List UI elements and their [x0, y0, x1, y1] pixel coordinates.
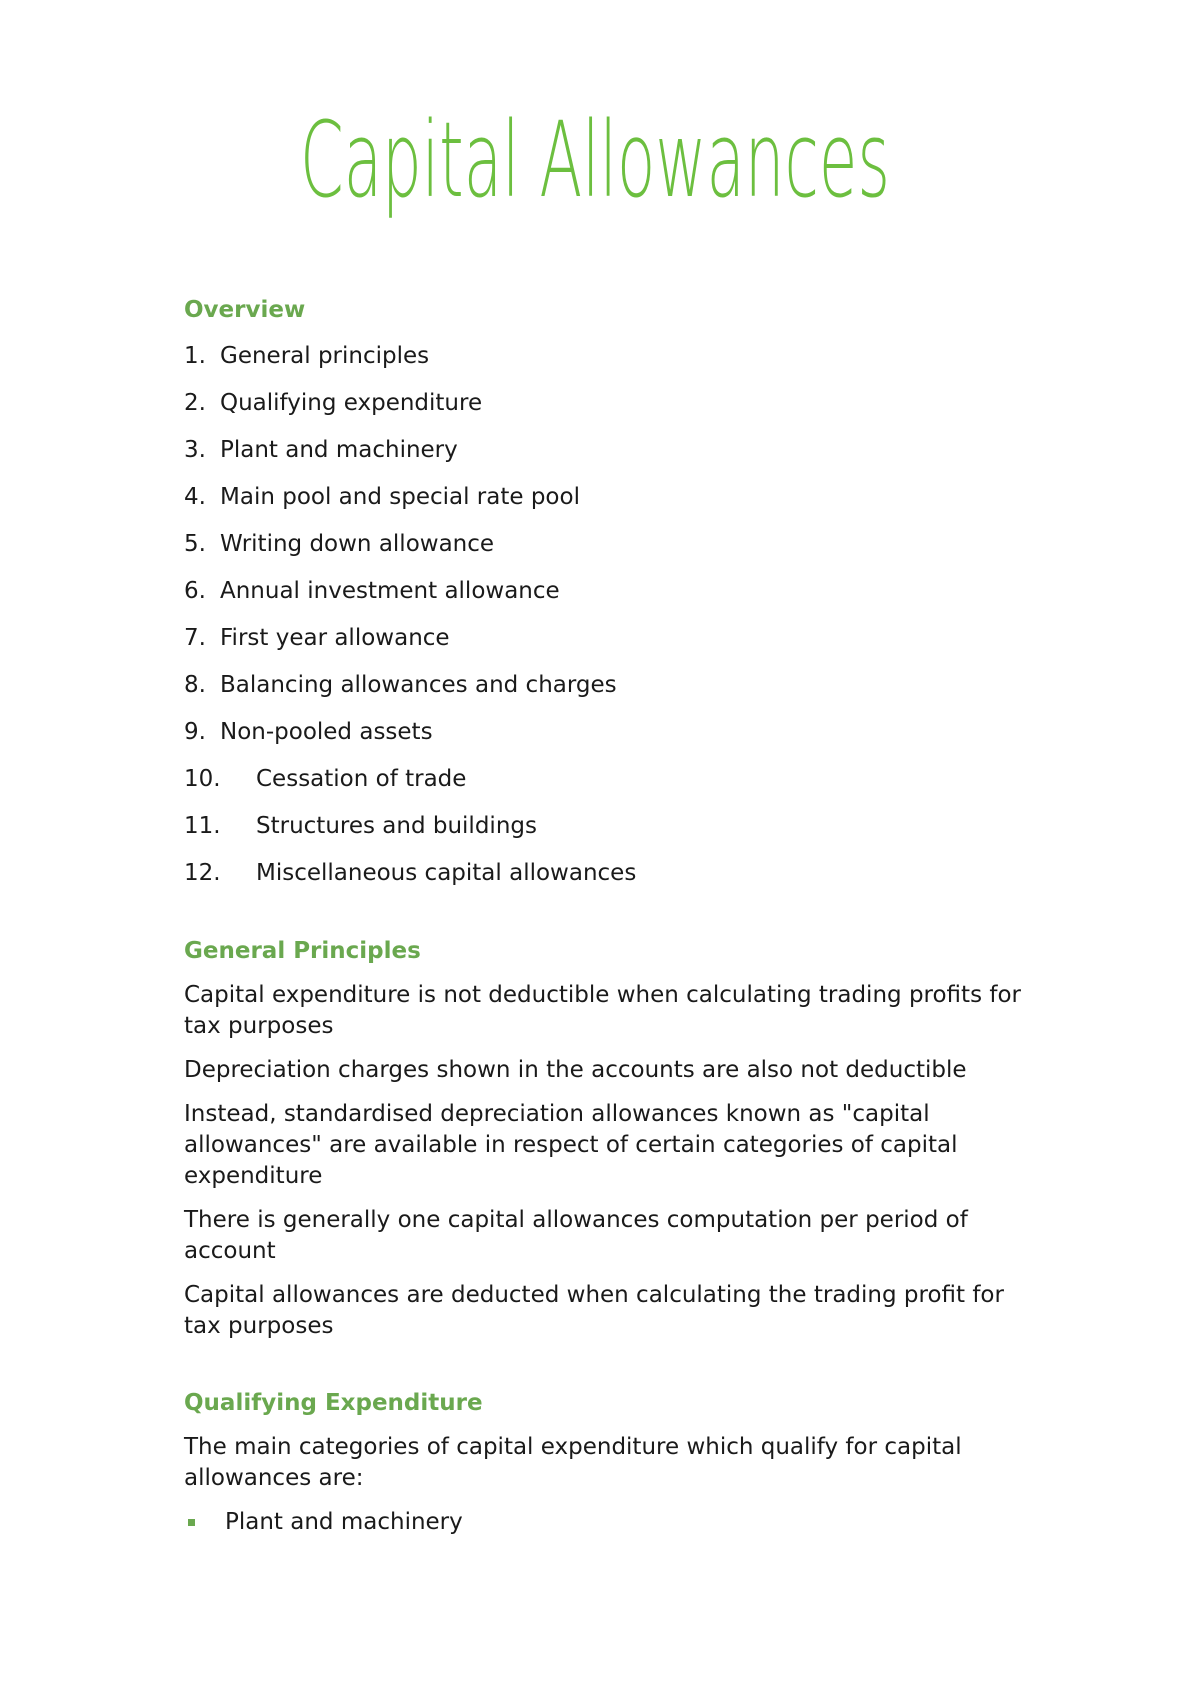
list-item: 12. Miscellaneous capital allowances [184, 860, 637, 886]
document-body [184, 293, 1044, 1538]
title-text: Capital Allowances [300, 99, 890, 221]
paragraph: Instead, standardised depreciation allowances known as "capital allowances" are available in respect of certain categories of capital expenditure [184, 1101, 958, 1189]
list-item: 8. Balancing allowances and charges [184, 672, 617, 698]
list-item: 9. Non-pooled assets [184, 719, 433, 745]
list-item: 7. First year allowance [184, 625, 450, 651]
general-principles-heading: General Principles [184, 938, 421, 964]
list-item: 5. Writing down allowance [184, 531, 495, 557]
paragraph: Capital allowances are deducted when calculating the trading profit for tax purposes [184, 1282, 1004, 1339]
list-item: 4. Main pool and special rate pool [184, 484, 580, 510]
qualifying-expenditure-heading: Qualifying Expenditure [184, 1390, 483, 1416]
bullet-list [184, 1507, 1044, 1538]
overview-list [184, 339, 1044, 890]
list-item: 3. Plant and machinery [184, 437, 458, 463]
list-item: 10. Cessation of trade [184, 766, 467, 792]
title-graphic [300, 98, 920, 238]
paragraph: Capital expenditure is not deductible when calculating trading profits for tax purposes [184, 982, 1021, 1039]
list-item: 11. Structures and buildings [184, 813, 537, 839]
list-item: 2. Qualifying expenditure [184, 390, 483, 416]
list-item: 1. General principles [184, 343, 430, 369]
square-bullet-icon [188, 1519, 195, 1526]
paragraph: There is generally one capital allowances computation per period of account [184, 1207, 968, 1264]
paragraph: The main categories of capital expenditure which qualify for capital allowances are: [184, 1434, 962, 1491]
overview-heading: Overview [184, 297, 306, 323]
list-item: Plant and machinery [184, 1507, 1044, 1538]
paragraph: Depreciation charges shown in the accounts are also not deductible [184, 1057, 967, 1083]
list-item: 6. Annual investment allowance [184, 578, 560, 604]
document-title [300, 98, 920, 238]
